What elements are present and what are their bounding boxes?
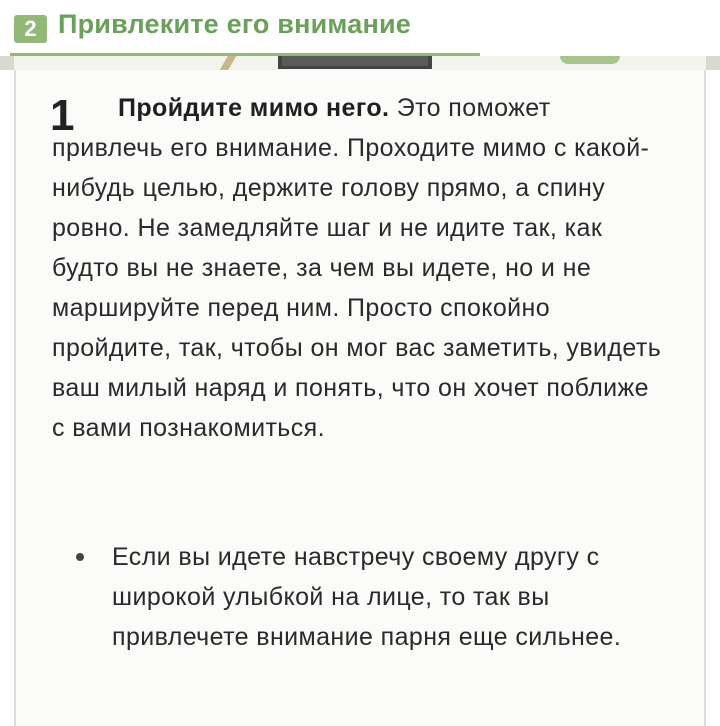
image-figure [278,56,432,69]
step-body: Это поможет привлечь его внимание. Проходите мимо с какой-нибудь целью, держите голову прямо, а спину ровно. Не замедляйте шаг и не идите так, как будто вы не знаете, за чем вы идете, но и не маршируйте перед ним. Просто спокойно пройдите, так, чтобы он мог вас заметить, увидеть ваш милый наряд и понять, что он хочет поближе с вами познакомиться. [52,94,662,442]
step-image-cropped [0,56,720,70]
step-text [52,88,662,448]
image-detail [205,56,247,70]
section-header [0,0,720,56]
section-number-badge: 2 [14,15,47,43]
step-tips-list [72,537,662,657]
section-title: Привлеките его внимание [58,9,411,39]
tip-text: Если вы идете навстречу своему другу с широкой улыбкой на лице, то так вы привлечете внимание парня еще сильнее. [112,543,622,651]
step-lead: Пройдите мимо него. [118,94,390,122]
image-frame-right [706,56,720,70]
step-number: 1 [50,91,75,140]
image-foliage [560,56,620,64]
list-item [72,537,662,657]
image-frame-left [0,56,14,70]
bullet-icon [76,553,84,561]
